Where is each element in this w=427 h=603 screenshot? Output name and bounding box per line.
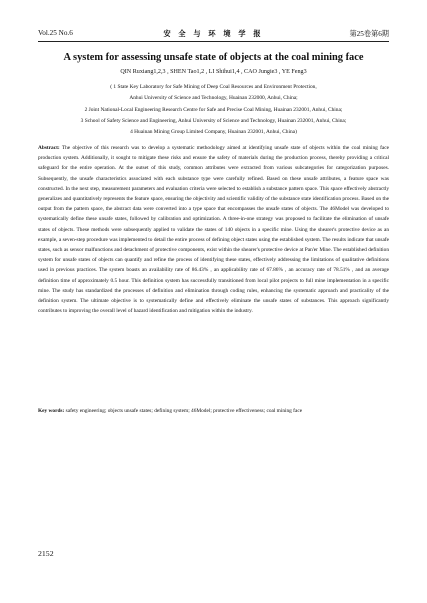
abstract-label: Abstract:: [38, 145, 60, 151]
volume-issue: Vol.25 No.6: [38, 29, 73, 37]
keywords: [38, 406, 389, 416]
affiliation-line: 3 School of Safety Science and Engineering, Anhui University of Science and Technology, Huainan 232001, Anhui, China;: [80, 117, 347, 124]
affiliation-line: ( 1 State Key Laboratory for Safe Mining of Deep Coal Resources and Environment Protection,: [110, 84, 317, 90]
abstract-text: The objective of this research was to develop a systematic methodology aimed at identifying unsafe state of objects within the coal mining face production system. Additionally, it sought to mitigate these risks and ensure the safety of materials during the production process, thereby providing a critical safeguard for the entire operation. At the outset of this study, common attributes were extracted from various subcategories for categorization purposes. Subsequently, the unsafe characteristics associated with each substance type were carefully refined. Based on these unsafe attributes, a feature space was constructed. In the next step, measurement parameters and evaluation criteria were selected to establish a substance pattern space. This space effectively abstractly generalizes and quantitatively represents the feature space, ensuring the objectivity and scientific validity of the substance state identification process. Based on the output from the pattern space, the abstract data were converted into a type space that encompasses the unsafe states of objects. The 46Model was developed to systematically define these unsafe states, followed by calibration and optimization. A three-in-one strategy was proposed to facilitate the elimination of unsafe states of objects. These methods were subsequently applied to validate the states of 140 objects in a specific mine. Using the shearer's protective device as an example, a seven-step procedure was implemented to detail the entire process of defining object states using the established system. The results indicate that unsafe states, such as sensor malfunctions and detachment of protective components, exist within the shearer's protective device at Pan'er Mine. The established definition system for unsafe states of objects can quantify and refine the process of identifying these states, effectively addressing the limitations of qualitative definitions used in previous practices. The system boasts an availability rate of 86.43% , an applicability rate of 67.86% , an accuracy rate of 78.51% , and an average definition time of approximately 0.5 hour. This definition system has successfully transitioned from local pilot projects to full mine implementation in a specific mine. The study has standardized the processes of definition and elimination through coding rules, enhancing the systematic approach and practicality of the definition system. The ultimate objective is to systematically define and effectively eliminate the unsafe states of substances. This approach significantly contributes to improving the overall level of hazard identification and mitigation within the industry.: [38, 145, 390, 315]
volume-issue-cn: 第25卷第6期: [349, 30, 389, 38]
keywords-text: safety engineering; objects unsafe states; defining system; 46Model; protective effectiveness; coal mining face: [65, 408, 303, 414]
affiliations: [30, 82, 397, 138]
journal-name: 安 全 与 环 境 学 报: [163, 30, 264, 38]
paper-title: A system for assessing unsafe state of objects at the coal mining face: [63, 52, 364, 63]
abstract: [38, 143, 389, 316]
affiliation-line: 4 Huainan Mining Group Limited Company, Huainan 232001, Anhui, China): [130, 129, 297, 136]
running-header: [38, 29, 389, 41]
author-list: QIN Ruxiang1,2,3 , SHEN Tao1,2 , LI Shihui1,4 , CAO Jungie3 , YE Feng3: [120, 69, 307, 75]
header-rule: [38, 41, 389, 42]
keywords-label: Key words:: [38, 408, 65, 414]
affiliation-line: 2 Joint National-Local Engineering Research Centre for Safe and Precise Coal Mining, Huainan 232001, Anhui, China;: [84, 106, 343, 113]
page-number: 2152: [38, 549, 54, 558]
affiliation-line: Anhui University of Science and Technology, Huainan 232000, Anhui, China;: [129, 95, 298, 102]
